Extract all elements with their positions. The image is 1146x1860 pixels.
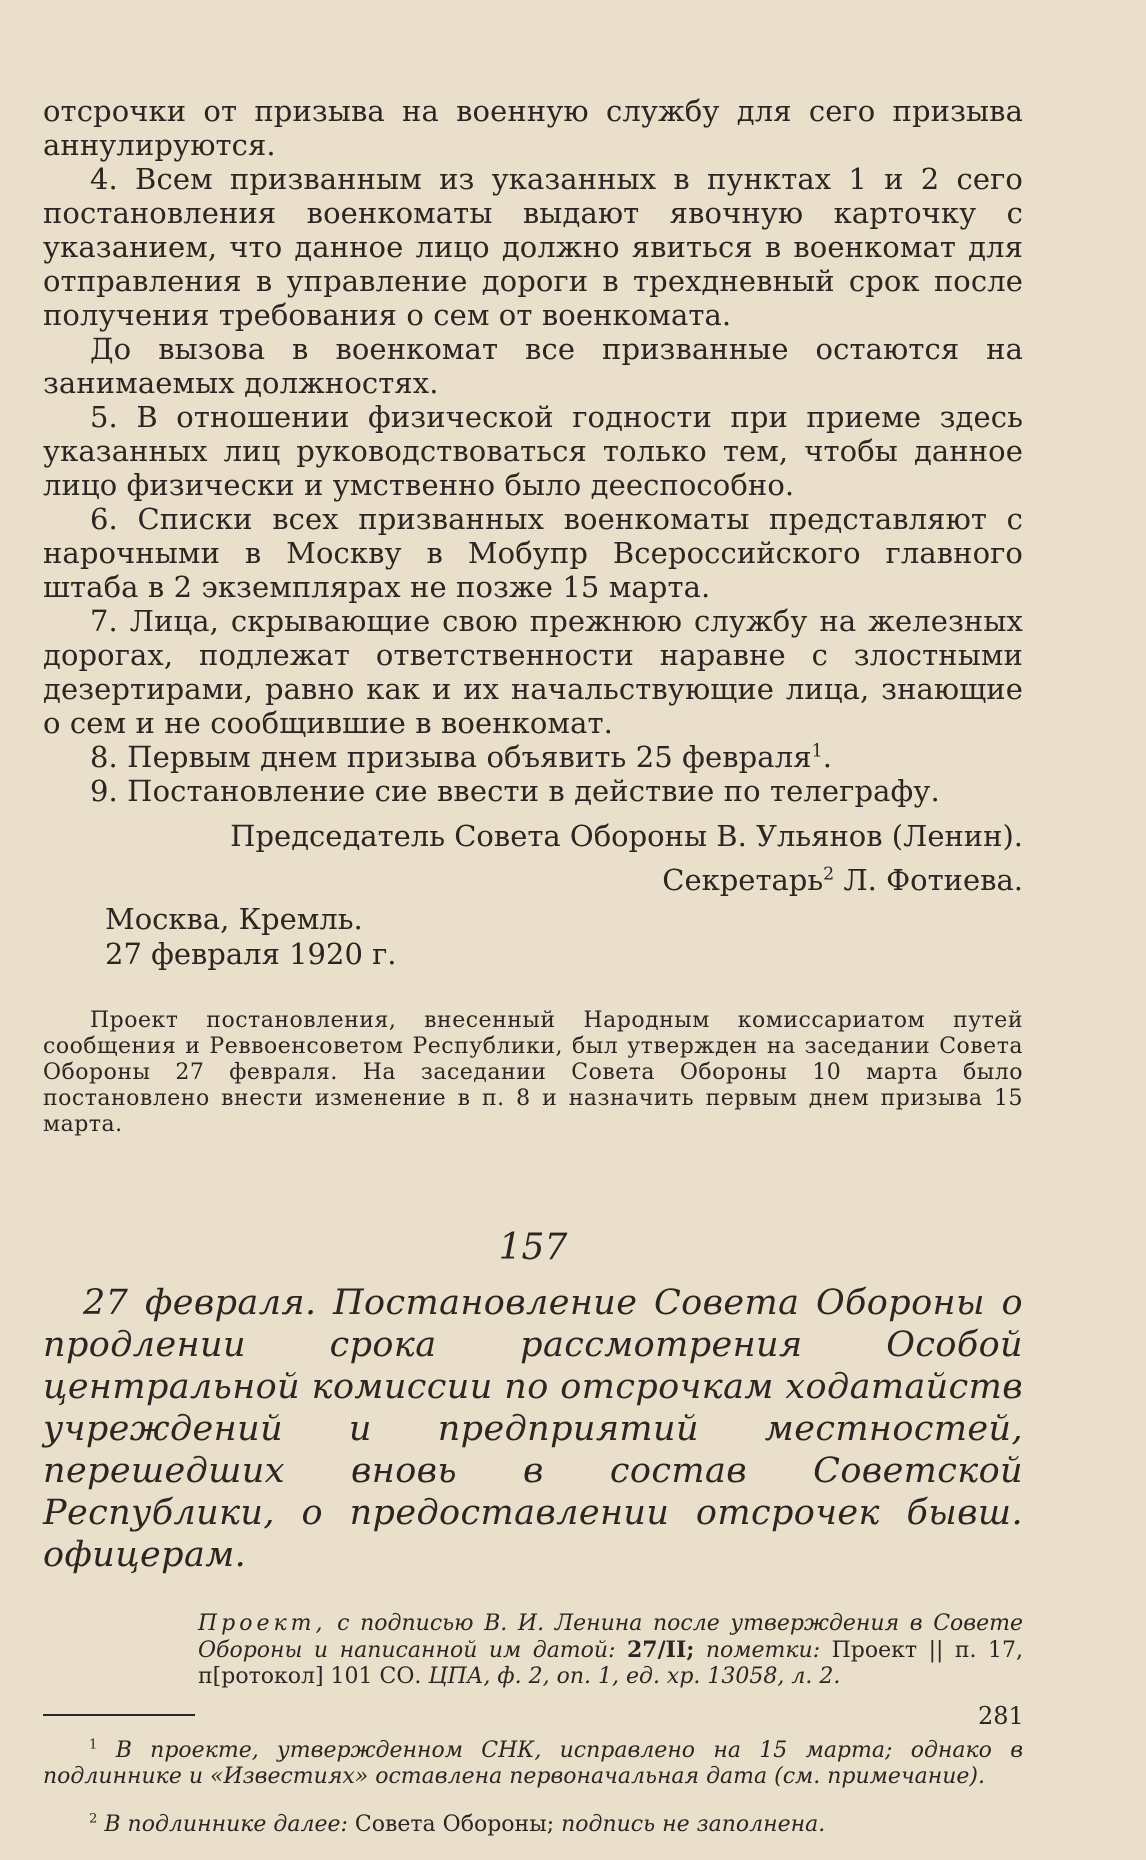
item-6: 6. Списки всех призванных военкоматы представляют с нарочными в Москву в Мобупр Всероссийского главного штаба в 2 экземплярах не позже 15 марта. — [43, 502, 1023, 604]
item-5: 5. В отношении физической годности при приеме здесь указанных лиц руководствоваться только тем, чтобы данное лицо физически и умственно было дееспособно. — [43, 400, 1023, 502]
source-part-1: Проект, — [198, 1611, 327, 1636]
secretary-title: Секретарь — [662, 863, 824, 897]
source-part-4: пометки: — [705, 1638, 821, 1663]
page-body — [43, 94, 1023, 1860]
item-8-text: 8. Первым днем призыва объявить 25 февраля — [90, 740, 812, 774]
footnote-2 — [43, 1812, 1023, 1838]
footnote-2-italic-end: подпись не заполнена. — [561, 1812, 826, 1837]
footnote-1-text: В проекте, утвержденном СНК, исправлено на 15 марта; однако в подлиннике и «Известиях» оставлена первоначальная дата (см. примечание). — [43, 1738, 1023, 1789]
source-part-6: ЦПА, ф. 2, оп. 1, ед. хр. 13058, л. 2. — [428, 1664, 841, 1689]
date-line: 27 февраля 1920 г. — [105, 937, 397, 971]
footnote-ref-1[interactable]: 1 — [811, 741, 823, 762]
item-4: 4. Всем призванным из указанных в пунктах 1 и 2 сего постановления военкоматы выдают явочную карточку с указанием, что данное лицо должно явиться в военкомат для отправления в управление дороги в трехдневный срок после получения требования о сем от военкомата. — [43, 162, 1023, 332]
footnote-1 — [43, 1738, 1023, 1790]
place-line: Москва, Кремль. — [105, 902, 363, 936]
signature-block — [43, 814, 1023, 902]
item-9: 9. Постановление сие ввести в действие по телеграфу. — [90, 774, 940, 808]
footnote-2-regular: Совета Обороны; — [354, 1812, 555, 1837]
secretary-name: Л. Фотиева. — [843, 863, 1023, 897]
source-part-2: с подписью В. И. Ленина после утверждения в Совете Обороны и написанной им датой: — [198, 1611, 1023, 1663]
item-8: 8. Первым днем призыва объявить 25 февраля$^1$. — [90, 740, 833, 774]
footnote-2-mark: 2 — [89, 1811, 98, 1827]
footnote-1-mark: 1 — [89, 1737, 98, 1753]
footnote-divider — [43, 1714, 195, 1716]
document-number: 157 — [498, 1227, 568, 1268]
document-heading: 27 февраля. Постановление Совета Обороны о продлении срока рассмотрения Особой центральной комиссии по отсрочкам ходатайств учреждений и предприятий местностей, перешедших вновь в состав Советской Республики, о предоставлении отсрочек бывш. офицерам. — [43, 1283, 1023, 1575]
item-4-continuation: До вызова в военкомат все призванные остаются на занимаемых должностях. — [43, 332, 1023, 400]
editorial-note: Проект постановления, внесенный Народным комиссариатом путей сообщения и Реввоенсоветом Республики, был утвержден на заседании Совета Обороны 27 февраля. На заседании Совета Обороны 10 марта было постановлено внести изменение в п. 8 и назначить первым днем призыва 15 марта. — [43, 1008, 1023, 1137]
source-reference — [198, 1611, 1023, 1690]
footnote-ref-2[interactable]: 2 — [823, 864, 835, 885]
continued-paragraph: отсрочки от призыва на военную службу для сего призыва аннулируются. — [43, 94, 1023, 162]
item-7: 7. Лица, скрывающие свою прежнюю службу на железных дорогах, подлежат ответственности наравне с злостными дезертирами, равно как и их начальствующие лица, знающие о сем и не сообщившие в военкомат. — [43, 604, 1023, 740]
footnote-2-italic: В подлиннике далее: — [104, 1812, 348, 1837]
chairman-signature: Председатель Совета Обороны В. Ульянов (Ленин). — [230, 819, 1023, 853]
secretary-signature — [43, 858, 1023, 902]
source-part-3: 27/II; — [627, 1637, 695, 1663]
page-number: 281 — [978, 1702, 1024, 1730]
source-part-5: Проект || п. 17, п[ротокол] 101 СО. — [198, 1638, 1024, 1689]
